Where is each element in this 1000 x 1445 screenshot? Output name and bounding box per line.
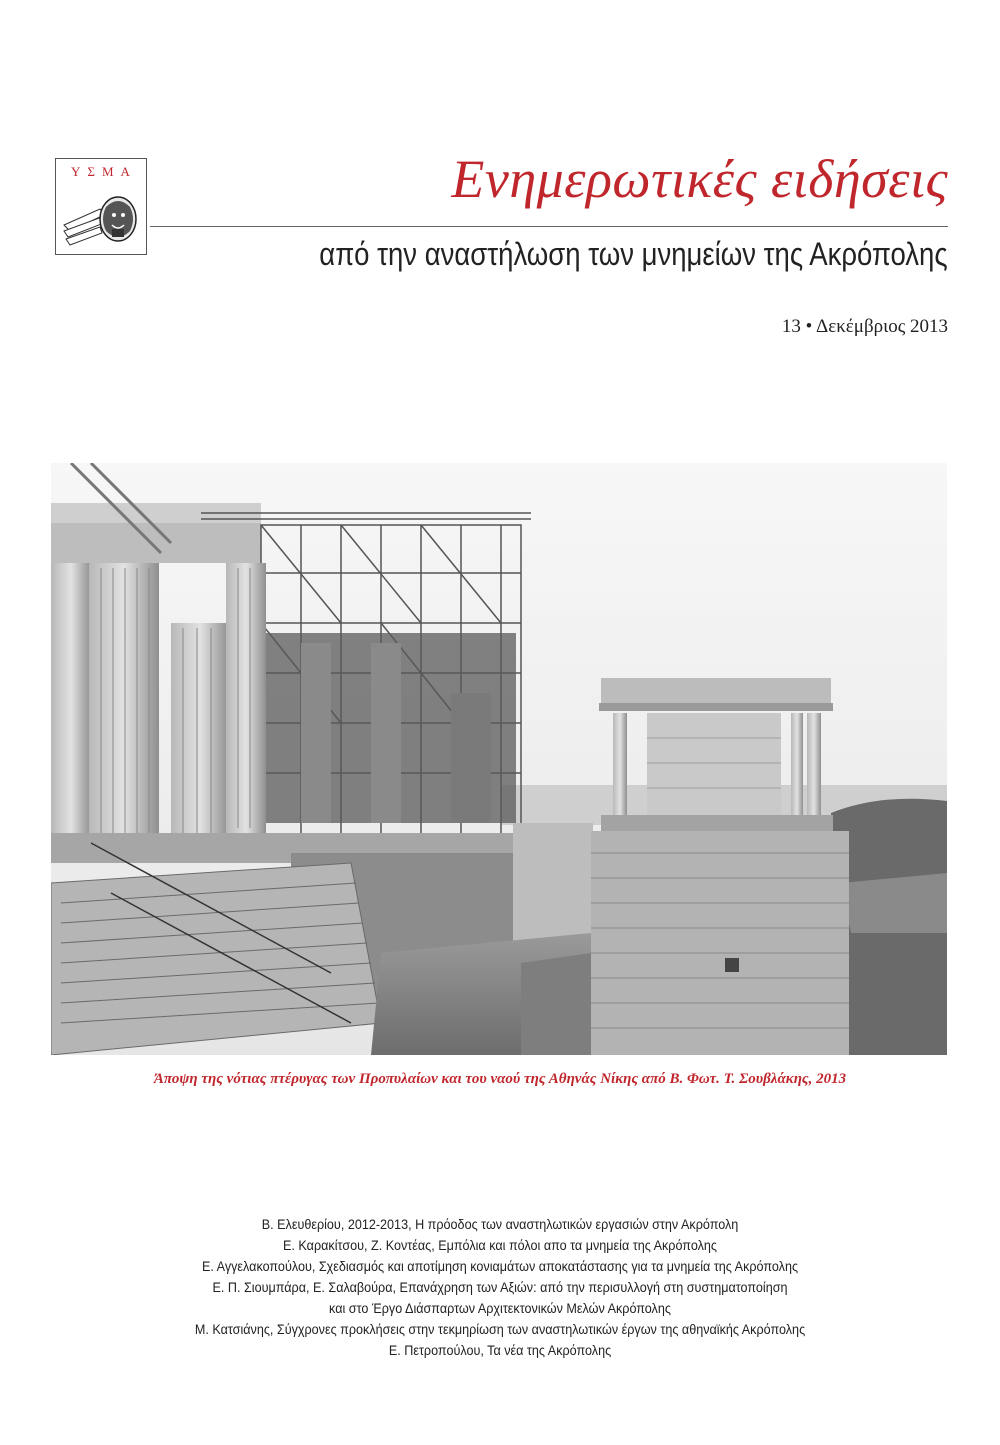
newsletter-subtitle: από την αναστήλωση των μνημείων της Ακρόπολης — [319, 236, 948, 272]
issue-date: 13 • Δεκέμβριος 2013 — [781, 316, 948, 337]
newsletter-title: Ενημερωτικές ειδήσεις — [451, 149, 948, 209]
contents-item: Μ. Κατσιάνης, Σύγχρονες προκλήσεις στην τεκμηρίωση των αναστηλωτικών έργων της αθηναϊκής Ακρόπολης — [194, 1321, 806, 1337]
contents-item: Ε. Καρακίτσου, Ζ. Κοντέας, Εμπόλια και πόλοι απο τα μνημεία της Ακρόπολης — [283, 1237, 717, 1253]
table-of-contents — [0, 1214, 1000, 1361]
contents-item: Β. Ελευθερίου, 2012-2013, Η πρόοδος των αναστηλωτικών εργασιών στην Ακρόπολη — [261, 1216, 739, 1232]
contents-item: και στο Έργο Διάσπαρτων Αρχιτεκτονικών Μελών Ακρόπολης — [329, 1300, 671, 1316]
contents-item: Ε. Π. Σιουμπάρα, Ε. Σαλαβούρα, Επανάχρηση των Αξιών: από την περισυλλογή στη συστηματοποίηση — [212, 1279, 788, 1295]
cover-photo — [51, 463, 947, 1055]
lion-head-spout-icon — [60, 185, 144, 251]
ysma-logo — [55, 158, 147, 255]
contents-item: Ε. Πετροπούλου, Τα νέα της Ακρόπολης — [388, 1342, 612, 1358]
header-rule — [150, 226, 948, 227]
photo-caption: Άποψη της νότιας πτέρυγας των Προπυλαίων και του ναού της Αθηνάς Νίκης από Β. Φωτ. Τ. Σουβλάκης, 2013 — [153, 1071, 847, 1087]
contents-item: Ε. Αγγελακοπούλου, Σχεδιασμός και αποτίμηση κονιαμάτων αποκατάστασης για τα μνημεία της Ακρόπολης — [201, 1258, 799, 1274]
logo-text: ΥΣΜΑ — [71, 164, 137, 179]
